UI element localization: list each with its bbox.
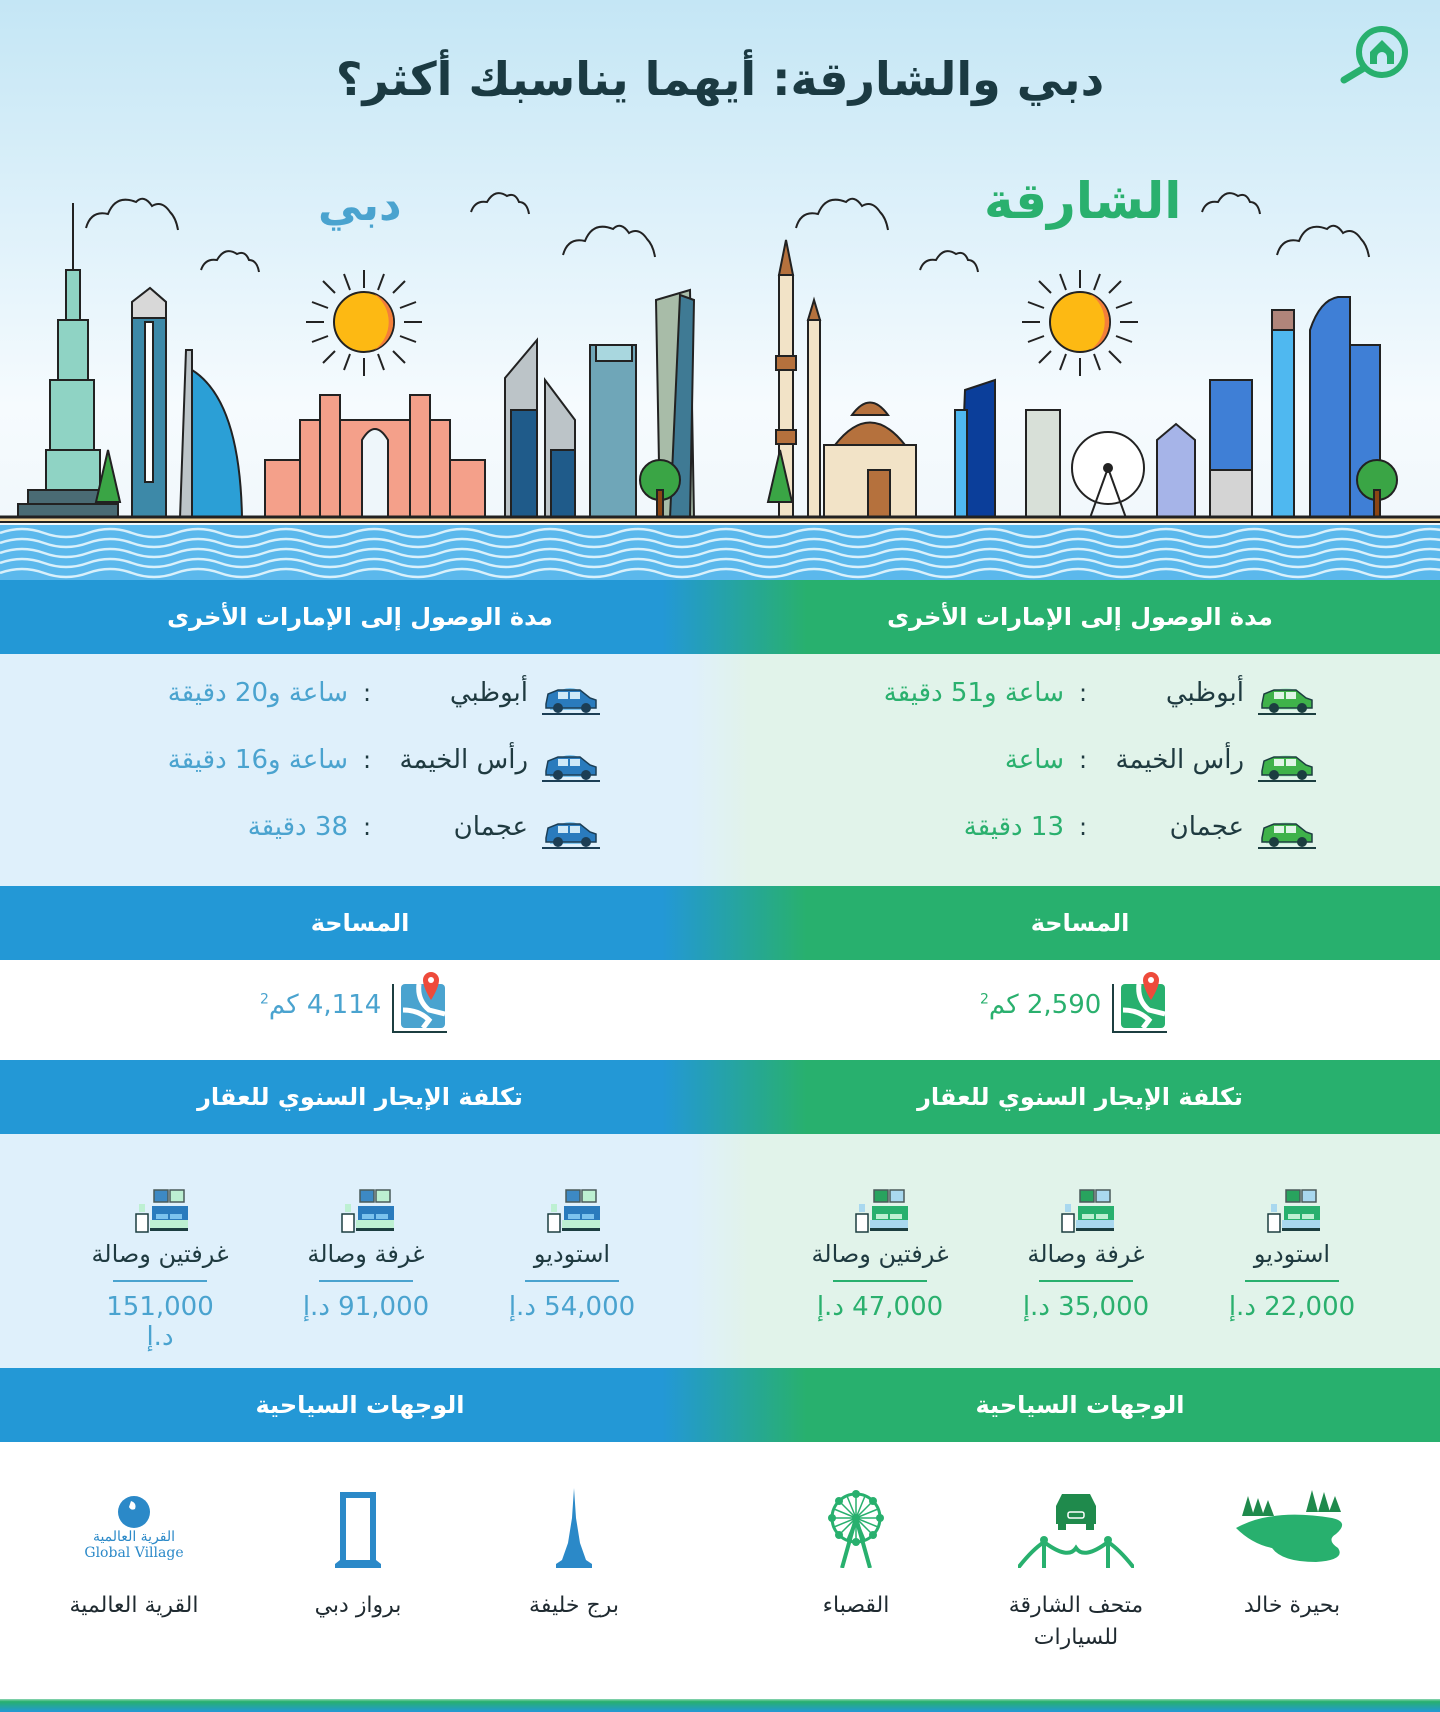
globe-icon [117, 1495, 151, 1529]
map-pin-icon [389, 970, 451, 1040]
bed-icon [1058, 1188, 1114, 1234]
tourism-item [756, 1488, 956, 1622]
dubai-area-title: المساحة [310, 909, 410, 937]
car-museum-icon [1018, 1488, 1134, 1568]
tourism-item [34, 1488, 234, 1622]
destination-name: أبوظبي [1165, 678, 1244, 708]
sharjah-travel-row: عجمان : 13 دقيقة [860, 802, 1316, 852]
attraction-name: القصباء [822, 1593, 890, 1618]
sharjah-area-title: المساحة [1030, 909, 1130, 937]
rent-card [810, 1188, 950, 1322]
travel-time: ساعة [1004, 745, 1064, 775]
destination-name: أبوظبي [449, 678, 528, 708]
tourism-item [1192, 1488, 1392, 1622]
dubai-rent-title: تكلفة الإيجار السنوي للعقار [197, 1083, 523, 1111]
rent-card [502, 1188, 642, 1322]
footer-gradient-bar [0, 1699, 1440, 1712]
lake-icon [1232, 1488, 1352, 1568]
car-icon [542, 735, 600, 785]
travel-time: ساعة و16 دقيقة [167, 745, 348, 775]
travel-section-body [0, 654, 1440, 886]
dubai-label: دبي [318, 180, 402, 231]
house-search-icon [1336, 22, 1412, 84]
rent-section-header [0, 1060, 1440, 1134]
sharjah-area [980, 970, 1171, 1040]
global-village-logo: القرية العالمية Global Village [34, 1488, 234, 1568]
sharjah-travel-row: أبوظبي : ساعة و51 دقيقة [860, 668, 1316, 718]
rent-price: 54,000 د.إ [508, 1292, 636, 1322]
car-icon [1258, 802, 1316, 852]
sharjah-tourism-title: الوجهات السياحية [975, 1391, 1185, 1419]
burj-khalifa-icon [554, 1488, 594, 1568]
travel-time: 13 دقيقة [963, 812, 1064, 842]
ferris-wheel-icon [826, 1488, 886, 1568]
rent-price: 91,000 د.إ [302, 1292, 430, 1322]
attraction-name: بحيرة خالد [1243, 1593, 1341, 1618]
sharjah-travel-row: رأس الخيمة : ساعة [860, 735, 1316, 785]
tourism-item [474, 1488, 674, 1622]
water-waves [0, 525, 1440, 580]
dubai-frame-icon [335, 1488, 381, 1568]
rent-price: 35,000 د.إ [1022, 1292, 1150, 1322]
rent-price: 22,000 د.إ [1228, 1292, 1356, 1322]
bed-icon [852, 1188, 908, 1234]
travel-time: ساعة و20 دقيقة [167, 678, 348, 708]
tourism-section-body [0, 1442, 1440, 1699]
car-icon [1258, 668, 1316, 718]
unit-type: استوديو [1253, 1240, 1331, 1268]
travel-section-header [0, 580, 1440, 654]
bed-icon [544, 1188, 600, 1234]
skyline-illustration [0, 170, 1440, 530]
tourism-item [976, 1488, 1176, 1654]
sun-icon [306, 270, 422, 376]
dubai-tourism-title: الوجهات السياحية [255, 1391, 465, 1419]
destination-name: رأس الخيمة [1115, 745, 1244, 775]
cloud-icon [86, 193, 1369, 272]
sharjah-rent-title: تكلفة الإيجار السنوي للعقار [917, 1083, 1243, 1111]
destination-name: عجمان [453, 812, 528, 842]
page-title: دبي والشارقة: أيهما يناسبك أكثر؟ [335, 52, 1105, 106]
unit-type: غرفتين وصالة [811, 1240, 949, 1268]
unit-type: غرفة وصالة [307, 1240, 425, 1268]
rent-card [296, 1188, 436, 1322]
sun-icon [1022, 270, 1138, 376]
attraction-name: برج خليفة [529, 1593, 619, 1618]
dubai-travel-row: عجمان : 38 دقيقة [140, 802, 600, 852]
area-value: 2,590 كم$^2$ [980, 990, 1102, 1020]
sharjah-travel-title: مدة الوصول إلى الإمارات الأخرى [887, 603, 1273, 631]
car-icon [542, 668, 600, 718]
area-section-header [0, 886, 1440, 960]
tourism-item [258, 1488, 458, 1622]
destination-name: رأس الخيمة [399, 745, 528, 775]
rent-card [90, 1188, 230, 1352]
travel-time: 38 دقيقة [247, 812, 348, 842]
dubai-travel-row: أبوظبي : ساعة و20 دقيقة [140, 668, 600, 718]
tourism-section-header [0, 1368, 1440, 1442]
area-section-body [0, 960, 1440, 1060]
area-value: 4,114 كم$^2$ [260, 990, 382, 1020]
unit-type: غرفة وصالة [1027, 1240, 1145, 1268]
unit-type: استوديو [533, 1240, 611, 1268]
attraction-name: برواز دبي [314, 1593, 402, 1618]
dubai-area [260, 970, 451, 1040]
car-icon [542, 802, 600, 852]
bed-icon [338, 1188, 394, 1234]
attraction-name: القرية العالمية [69, 1593, 199, 1618]
rent-section-body [0, 1134, 1440, 1368]
dubai-travel-title: مدة الوصول إلى الإمارات الأخرى [167, 603, 553, 631]
map-pin-icon [1109, 970, 1171, 1040]
rent-price: 47,000 د.إ [816, 1292, 944, 1322]
car-icon [1258, 735, 1316, 785]
unit-type: غرفتين وصالة [91, 1240, 229, 1268]
attraction-name: متحف الشارقة للسيارات [1008, 1593, 1144, 1650]
hero-skyline [0, 0, 1440, 580]
destination-name: عجمان [1169, 812, 1244, 842]
rent-card [1222, 1188, 1362, 1322]
bed-icon [1264, 1188, 1320, 1234]
bed-icon [132, 1188, 188, 1234]
dubai-travel-row: رأس الخيمة : ساعة و16 دقيقة [140, 735, 600, 785]
rent-card [1016, 1188, 1156, 1322]
rent-price: 151,000 د.إ [106, 1292, 214, 1352]
sharjah-label: الشارقة [984, 172, 1182, 230]
travel-time: ساعة و51 دقيقة [883, 678, 1064, 708]
